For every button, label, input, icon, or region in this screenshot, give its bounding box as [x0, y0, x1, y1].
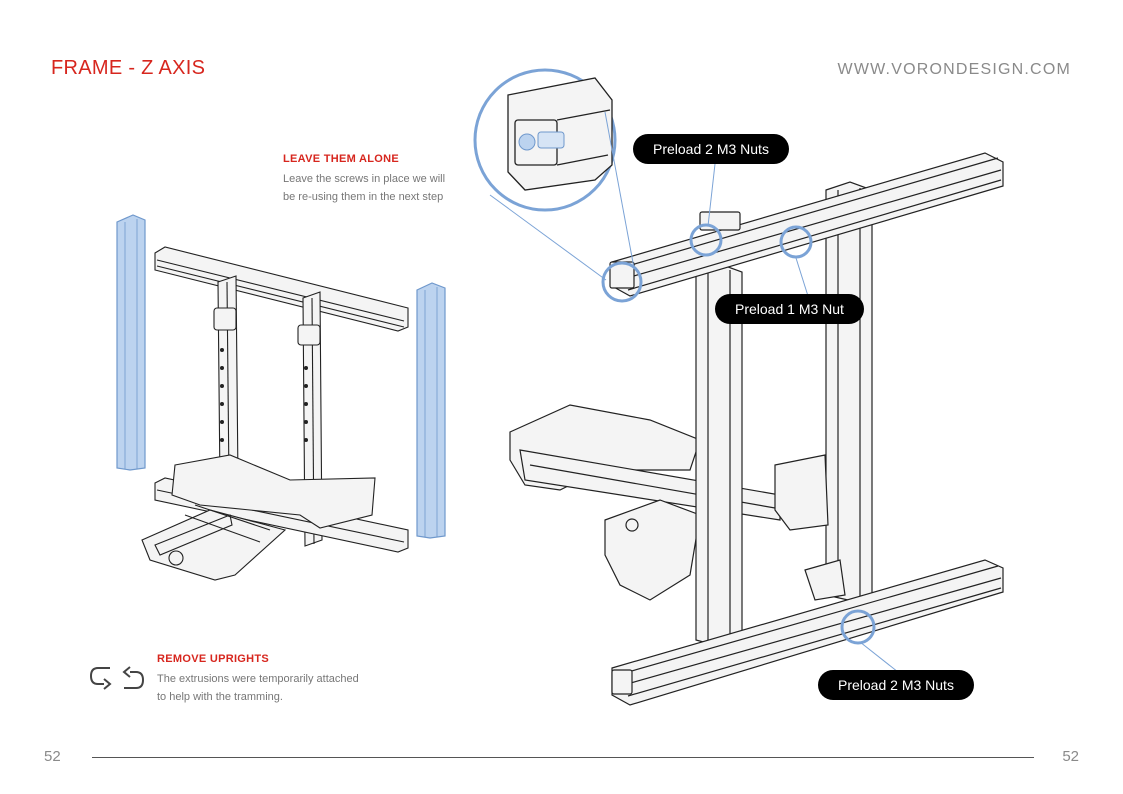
magnified-detail	[475, 70, 615, 210]
left-frame-assembly	[142, 247, 408, 580]
note-heading: REMOVE UPRIGHTS	[157, 653, 270, 665]
page-title: FRAME - Z AXIS	[51, 57, 206, 79]
note-heading: LEAVE THEM ALONE	[283, 153, 400, 165]
note-remove-uprights	[157, 653, 397, 706]
left-upright-extrusion	[117, 215, 145, 470]
note-body: Leave the screws in place we will be re-using them in the next step	[283, 173, 446, 203]
website-link[interactable]: WWW.VORONDESIGN.COM	[837, 61, 1071, 78]
footer-divider	[92, 757, 1034, 758]
right-upright-extrusion	[417, 283, 445, 538]
callout-preload-1-nut: Preload 1 M3 Nut	[715, 294, 864, 324]
swap-arrows-icon	[88, 662, 146, 694]
callout-preload-2-nuts-top: Preload 2 M3 Nuts	[633, 134, 789, 164]
callout-preload-2-nuts-bottom: Preload 2 M3 Nuts	[818, 670, 974, 700]
right-frame-assembly	[510, 153, 1003, 705]
note-body: The extrusions were temporarily attached to help with the tramming.	[157, 673, 359, 703]
page-number-right: 52	[1062, 748, 1079, 765]
page-number-left: 52	[44, 748, 61, 765]
